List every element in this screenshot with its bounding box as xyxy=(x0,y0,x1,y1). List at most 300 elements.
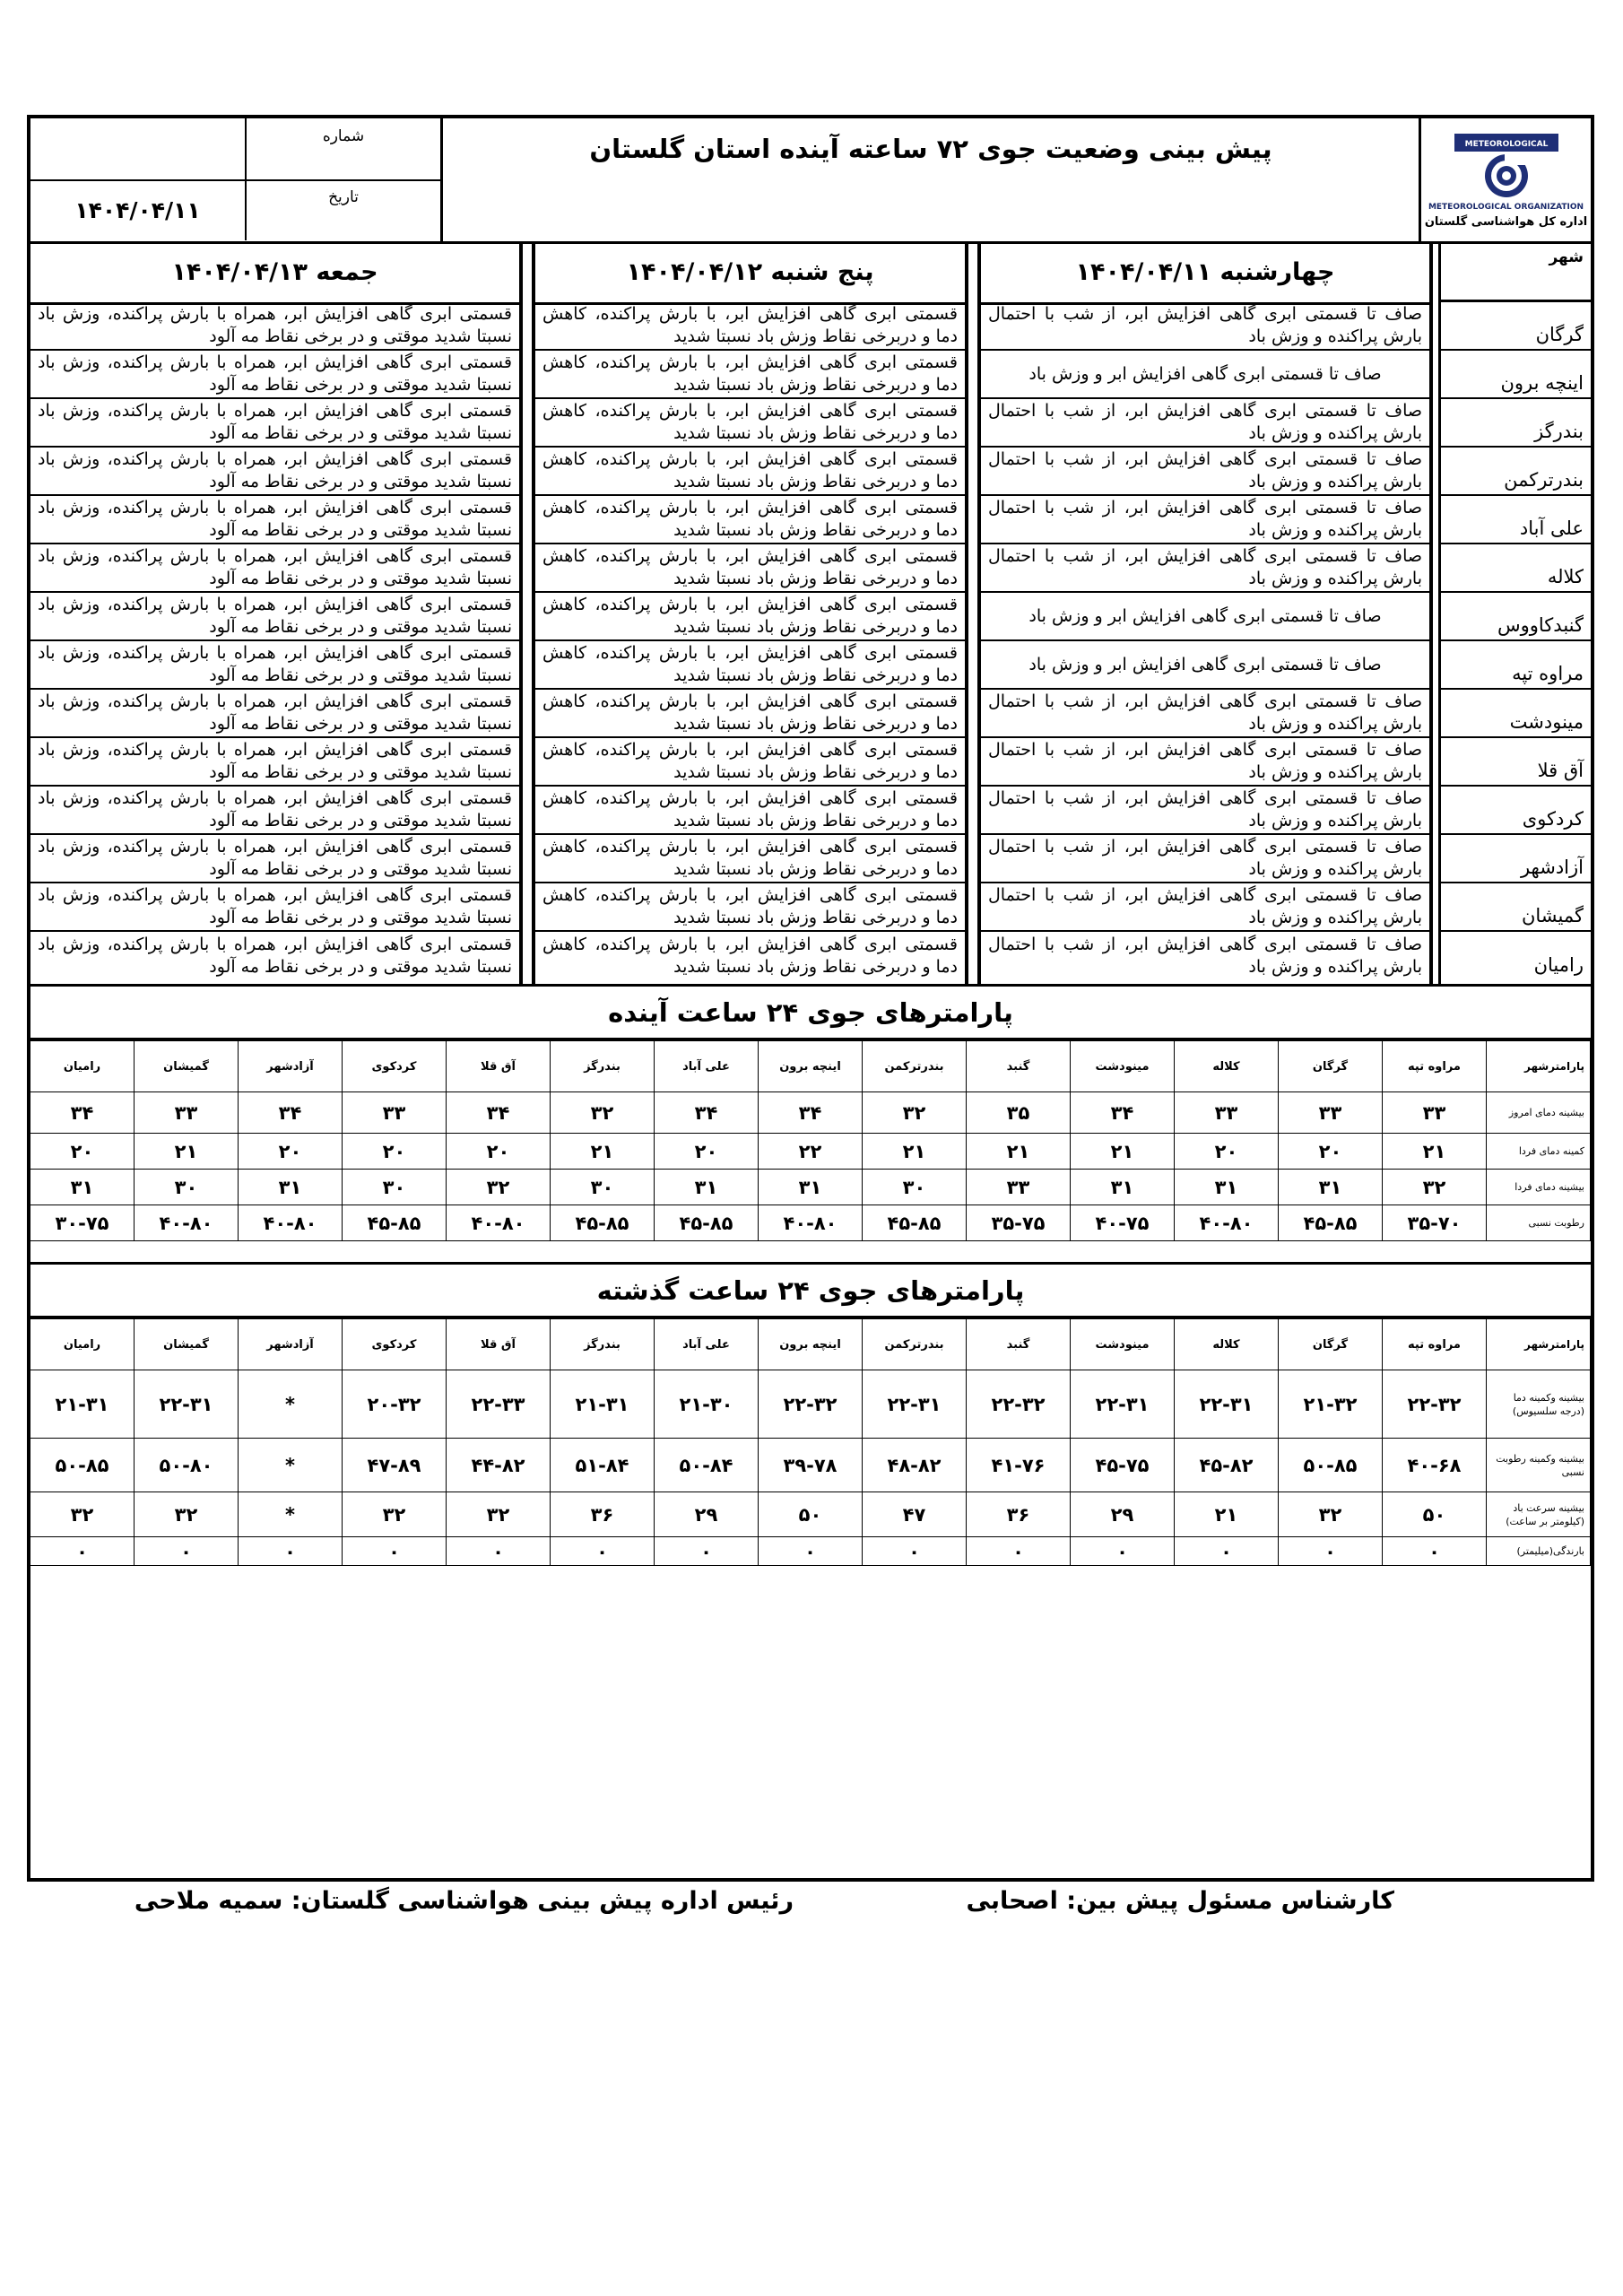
param-label: بیشینه وکمینه رطوبت نسبی xyxy=(1487,1439,1591,1492)
param-value: ۲۱-۳۲ xyxy=(1279,1370,1383,1439)
city-name-text: گمیشان xyxy=(1521,904,1584,926)
city-name-text: رامیان xyxy=(1533,953,1584,976)
param-value: ۴۵-۸۵ xyxy=(655,1205,759,1241)
city-header: علی آباد xyxy=(655,1319,759,1370)
city-name xyxy=(1441,448,1591,496)
param-value: ۰ xyxy=(343,1537,447,1566)
city-name-text: مینودشت xyxy=(1509,710,1584,733)
city-header: گنبد xyxy=(967,1319,1071,1370)
forecast-cell-day1 xyxy=(981,738,1429,787)
forecast-cell-day1-text: صاف تا قسمتی ابری گاهی افزایش ابر، از شب با احتمال بارش پراکنده و وزش باد xyxy=(988,885,1422,927)
city-name-text: مراوه تپه xyxy=(1512,662,1584,684)
city-header: آزادشهر xyxy=(239,1041,343,1092)
forecast-cell-day3-text: قسمتی ابری گاهی افزایش ابر، همراه با بارش پراکنده، وزش باد نسبتا شدید موقتی و در برخی نقاط مه آلود xyxy=(38,788,512,831)
param-value: ۲۱ xyxy=(1383,1134,1487,1170)
table-row xyxy=(30,1537,1591,1566)
city-name xyxy=(1441,787,1591,835)
param-value: ۴۰-۸۰ xyxy=(135,1205,239,1241)
param-value: ۳۱ xyxy=(239,1170,343,1205)
city-header: آق قلا xyxy=(447,1041,551,1092)
param-value: ۳۰ xyxy=(343,1170,447,1205)
day-header-2: پنج شنبه ۱۴۰۴/۰۴/۱۲ xyxy=(535,241,965,305)
forecast-cell-day3-text: قسمتی ابری گاهی افزایش ابر، همراه با بارش پراکنده، وزش باد نسبتا شدید موقتی و در برخی نقاط مه آلود xyxy=(38,546,512,588)
param-value: ۳۳ xyxy=(967,1170,1071,1205)
city-name-text: آق قلا xyxy=(1537,759,1584,781)
param-value: ۳۴ xyxy=(1071,1092,1175,1134)
past24-title: پارامترهای جوی ۲۴ ساعت گذشته xyxy=(30,1262,1591,1318)
param-value: ۲۲-۳۱ xyxy=(1071,1370,1175,1439)
param-label: بیشینه دمای امروز xyxy=(1487,1092,1591,1134)
forecast-cell-day3 xyxy=(30,641,519,690)
city-header: اینچه برون xyxy=(759,1319,863,1370)
forecast-cell-day3 xyxy=(30,399,519,448)
param-value: ۳۳ xyxy=(1175,1092,1279,1134)
param-value: ۰ xyxy=(239,1537,343,1566)
city-name-text: اینچه برون xyxy=(1500,371,1584,394)
param-value: ۲۱-۳۱ xyxy=(551,1370,655,1439)
city-header: کلاله xyxy=(1175,1319,1279,1370)
forecast-cell-day2-text: قسمتی ابری گاهی افزایش ابر، با بارش پراکنده، کاهش دما و دربرخی نقاط وزش باد نسبتا شدید xyxy=(542,885,958,927)
next24-section xyxy=(30,987,1591,1241)
param-label: بیشینه وکمینه دما (درجه سلسیوس) xyxy=(1487,1370,1591,1439)
param-value: ۳۴ xyxy=(30,1092,135,1134)
param-value: ۰ xyxy=(447,1537,551,1566)
param-value: ۵۱-۸۴ xyxy=(551,1439,655,1492)
param-label: رطوبت نسبی xyxy=(1487,1205,1591,1241)
city-name-text: بندرگز xyxy=(1534,420,1584,442)
number-label: شماره xyxy=(245,118,440,179)
forecast-sheet xyxy=(27,115,1594,1882)
forecast-cell-day3 xyxy=(30,883,519,932)
param-value: ۳۱ xyxy=(30,1170,135,1205)
city-header: مراوه تپه xyxy=(1383,1319,1487,1370)
forecast-cell-day3 xyxy=(30,738,519,787)
table-header-row xyxy=(30,1319,1591,1370)
number-date-box xyxy=(30,118,443,241)
param-value: ۴۵-۸۵ xyxy=(551,1205,655,1241)
city-header: آق قلا xyxy=(447,1319,551,1370)
param-value: ۵۰ xyxy=(759,1492,863,1537)
city-column xyxy=(1438,241,1591,984)
forecast-cell-day2-text: قسمتی ابری گاهی افزایش ابر، با بارش پراکنده، کاهش دما و دربرخی نقاط وزش باد نسبتا شدید xyxy=(542,352,958,395)
param-value: ۲۲-۳۳ xyxy=(447,1370,551,1439)
forecast-cell-day3 xyxy=(30,593,519,641)
param-value: ۲۱ xyxy=(863,1134,967,1170)
param-value: ۳۰ xyxy=(135,1170,239,1205)
meteorological-logo-icon xyxy=(1453,131,1560,201)
param-value: ۲۲ xyxy=(759,1134,863,1170)
next24-table xyxy=(30,1040,1591,1241)
param-value: ۲۹ xyxy=(655,1492,759,1537)
param-value: ۲۱ xyxy=(551,1134,655,1170)
param-value: ۴۵-۸۵ xyxy=(343,1205,447,1241)
city-header: بندرترکمن xyxy=(863,1041,967,1092)
param-value: ۲۰-۳۲ xyxy=(343,1370,447,1439)
forecast-cell-day2 xyxy=(535,544,965,593)
city-name xyxy=(1441,544,1591,593)
day-header-3: جمعه ۱۴۰۴/۰۴/۱۳ xyxy=(30,241,519,305)
param-value: ۲۰ xyxy=(655,1134,759,1170)
forecast-cell-day2 xyxy=(535,641,965,690)
forecast-cell-day3 xyxy=(30,351,519,399)
forecast-cell-day1-text: صاف تا قسمتی ابری گاهی افزایش ابر، از شب با احتمال بارش پراکنده و وزش باد xyxy=(988,401,1422,443)
param-value: ۲۲-۳۲ xyxy=(1383,1370,1487,1439)
param-value: ۳۳ xyxy=(1279,1092,1383,1134)
day-column-3 xyxy=(30,241,523,984)
forecast-cell-day3 xyxy=(30,787,519,835)
forecast-cell-day3-text: قسمتی ابری گاهی افزایش ابر، همراه با بارش پراکنده، وزش باد نسبتا شدید موقتی و در برخی نقاط مه آلود xyxy=(38,352,512,395)
forecast-cell-day1-text: صاف تا قسمتی ابری گاهی افزایش ابر، از شب با احتمال بارش پراکنده و وزش باد xyxy=(988,449,1422,491)
param-label: بیشینه سرعت باد (کیلومتر بر ساعت) xyxy=(1487,1492,1591,1537)
forecast-cell-day2-text: قسمتی ابری گاهی افزایش ابر، با بارش پراکنده، کاهش دما و دربرخی نقاط وزش باد نسبتا شدید xyxy=(542,788,958,831)
city-name xyxy=(1441,835,1591,883)
forecast-cell-day3-text: قسمتی ابری گاهی افزایش ابر، همراه با بارش پراکنده، وزش باد نسبتا شدید موقتی و در برخی نقاط مه آلود xyxy=(38,304,512,346)
param-value: ۲۰ xyxy=(447,1134,551,1170)
param-value: ۳۹-۷۸ xyxy=(759,1439,863,1492)
param-value: ۰ xyxy=(1279,1537,1383,1566)
forecast-cell-day1-text: صاف تا قسمتی ابری گاهی افزایش ابر و وزش باد xyxy=(1028,654,1382,674)
city-header: کردکوی xyxy=(343,1041,447,1092)
param-label: کمینه دمای فردا xyxy=(1487,1134,1591,1170)
forecast-cell-day1-text: صاف تا قسمتی ابری گاهی افزایش ابر، از شب با احتمال بارش پراکنده و وزش باد xyxy=(988,837,1422,879)
forecast-cell-day1 xyxy=(981,399,1429,448)
param-value: ۴۰-۸۰ xyxy=(759,1205,863,1241)
param-value: ۳۴ xyxy=(655,1092,759,1134)
city-name xyxy=(1441,641,1591,690)
param-value: ۳۲ xyxy=(447,1492,551,1537)
param-value: ۳۴ xyxy=(759,1092,863,1134)
forecast-cell-day2-text: قسمتی ابری گاهی افزایش ابر، با بارش پراکنده، کاهش دما و دربرخی نقاط وزش باد نسبتا شدید xyxy=(542,401,958,443)
forecast-cell-day1-text: صاف تا قسمتی ابری گاهی افزایش ابر و وزش باد xyxy=(1028,363,1382,384)
param-value: ۰ xyxy=(759,1537,863,1566)
forecast-cell-day1-text: صاف تا قسمتی ابری گاهی افزایش ابر، از شب با احتمال بارش پراکنده و وزش باد xyxy=(988,691,1422,734)
param-value: ۰ xyxy=(135,1537,239,1566)
city-header: رامیان xyxy=(30,1041,135,1092)
param-value: ۳۲ xyxy=(1383,1170,1487,1205)
param-value: ۲۲-۳۱ xyxy=(863,1370,967,1439)
forecast-cell-day1-text: صاف تا قسمتی ابری گاهی افزایش ابر، از شب با احتمال بارش پراکنده و وزش باد xyxy=(988,740,1422,782)
param-value: * xyxy=(239,1439,343,1492)
param-value: ۴۵-۷۵ xyxy=(1071,1439,1175,1492)
param-value: ۲۱ xyxy=(967,1134,1071,1170)
table-row xyxy=(30,1370,1591,1439)
param-value: ۴۱-۷۶ xyxy=(967,1439,1071,1492)
param-value: ۴۵-۸۵ xyxy=(1279,1205,1383,1241)
forecast-cell-day1-text: صاف تا قسمتی ابری گاهی افزایش ابر، از شب با احتمال بارش پراکنده و وزش باد xyxy=(988,788,1422,831)
city-header: گرگان xyxy=(1279,1041,1383,1092)
forecast-cell-day2-text: قسمتی ابری گاهی افزایش ابر، با بارش پراکنده، کاهش دما و دربرخی نقاط وزش باد نسبتا شدید xyxy=(542,304,958,346)
city-name-text: کردکوی xyxy=(1522,807,1584,830)
param-value: ۳۴ xyxy=(447,1092,551,1134)
param-value: ۵۰-۸۵ xyxy=(30,1439,135,1492)
forecast-cell-day2 xyxy=(535,787,965,835)
forecast-cell-day2 xyxy=(535,835,965,883)
param-value: ۲۰ xyxy=(1175,1134,1279,1170)
forecast-cell-day3-text: قسمتی ابری گاهی افزایش ابر، همراه با بارش پراکنده، وزش باد نسبتا شدید موقتی و در برخی نقاط مه آلود xyxy=(38,740,512,782)
city-header: علی آباد xyxy=(655,1041,759,1092)
city-name xyxy=(1441,932,1591,980)
param-value: ۰ xyxy=(1071,1537,1175,1566)
param-value: ۳۵-۷۵ xyxy=(967,1205,1071,1241)
param-value: ۵۰-۸۴ xyxy=(655,1439,759,1492)
city-name-text: گرگان xyxy=(1535,323,1584,345)
city-name-text: بندرترکمن xyxy=(1504,468,1584,491)
param-value: ۲۲-۳۲ xyxy=(759,1370,863,1439)
city-name xyxy=(1441,593,1591,641)
city-name xyxy=(1441,351,1591,399)
param-value: ۳۲ xyxy=(551,1092,655,1134)
forecast-cell-day2 xyxy=(535,448,965,496)
date-label: تاریخ xyxy=(245,179,440,240)
forecast-cell-day3-text: قسمتی ابری گاهی افزایش ابر، همراه با بارش پراکنده، وزش باد نسبتا شدید موقتی و در برخی نقاط مه آلود xyxy=(38,885,512,927)
param-value: ۳۶ xyxy=(967,1492,1071,1537)
past24-section xyxy=(30,1262,1591,1566)
param-value: ۴۰-۸۰ xyxy=(1175,1205,1279,1241)
param-value: ۳۲ xyxy=(30,1492,135,1537)
forecast-cell-day2-text: قسمتی ابری گاهی افزایش ابر، با بارش پراکنده، کاهش دما و دربرخی نقاط وزش باد نسبتا شدید xyxy=(542,498,958,540)
org-logo xyxy=(1419,118,1591,241)
forecast-cell-day3 xyxy=(30,932,519,980)
param-value: ۳۳ xyxy=(135,1092,239,1134)
param-value: ۰ xyxy=(551,1537,655,1566)
forecast-cell-day2-text: قسمتی ابری گاهی افزایش ابر، با بارش پراکنده، کاهش دما و دربرخی نقاط وزش باد نسبتا شدید xyxy=(542,546,958,588)
param-value: ۰ xyxy=(863,1537,967,1566)
param-value: ۰ xyxy=(30,1537,135,1566)
param-value: ۲۲-۳۱ xyxy=(1175,1370,1279,1439)
city-header: بندرگز xyxy=(551,1041,655,1092)
city-header: گمیشان xyxy=(135,1041,239,1092)
param-value: ۳۲ xyxy=(863,1092,967,1134)
number-value xyxy=(30,118,245,179)
table-row xyxy=(30,1439,1591,1492)
svg-text:METEOROLOGICAL: METEOROLOGICAL xyxy=(1464,140,1548,149)
forecast-cell-day1 xyxy=(981,835,1429,883)
forecast-cell-day2 xyxy=(535,496,965,544)
forecast-cell-day3 xyxy=(30,835,519,883)
param-value: ۲۰ xyxy=(30,1134,135,1170)
param-value: ۴۰-۸۰ xyxy=(447,1205,551,1241)
forecast-cell-day2-text: قسمتی ابری گاهی افزایش ابر، با بارش پراکنده، کاهش دما و دربرخی نقاط وزش باد نسبتا شدید xyxy=(542,643,958,685)
param-value: ۲۲-۳۲ xyxy=(967,1370,1071,1439)
forecast-cell-day1-text: صاف تا قسمتی ابری گاهی افزایش ابر، از شب با احتمال بارش پراکنده و وزش باد xyxy=(988,935,1422,977)
forecast-cell-day1-text: صاف تا قسمتی ابری گاهی افزایش ابر، از شب با احتمال بارش پراکنده و وزش باد xyxy=(988,304,1422,346)
forecast-cell-day1 xyxy=(981,690,1429,738)
city-header: اینچه برون xyxy=(759,1041,863,1092)
param-value: ۲۱ xyxy=(135,1134,239,1170)
city-name-text: گنبدکاووس xyxy=(1497,613,1584,636)
city-header: مینودشت xyxy=(1071,1319,1175,1370)
forecast-cell-day3 xyxy=(30,544,519,593)
signature-footer xyxy=(0,1887,1623,1932)
param-value: ۳۱ xyxy=(1175,1170,1279,1205)
day-column-2 xyxy=(532,241,968,984)
param-value: ۴۷ xyxy=(863,1492,967,1537)
city-header: گرگان xyxy=(1279,1319,1383,1370)
forecast-cell-day2-text: قسمتی ابری گاهی افزایش ابر، با بارش پراکنده، کاهش دما و دربرخی نقاط وزش باد نسبتا شدید xyxy=(542,449,958,491)
param-value: ۳۱ xyxy=(655,1170,759,1205)
table-row xyxy=(30,1205,1591,1241)
param-value: ۳۳ xyxy=(343,1092,447,1134)
param-value: ۰ xyxy=(1175,1537,1279,1566)
forecast-cell-day2 xyxy=(535,351,965,399)
param-value: ۳۵ xyxy=(967,1092,1071,1134)
date-row xyxy=(30,179,440,240)
param-value: ۴۴-۸۲ xyxy=(447,1439,551,1492)
forecast-cell-day1 xyxy=(981,496,1429,544)
forecast-cell-day1-text: صاف تا قسمتی ابری گاهی افزایش ابر، از شب با احتمال بارش پراکنده و وزش باد xyxy=(988,498,1422,540)
forecast-cell-day3 xyxy=(30,448,519,496)
param-value: ۴۰-۸۰ xyxy=(239,1205,343,1241)
param-value: ۳۰-۷۵ xyxy=(30,1205,135,1241)
city-name xyxy=(1441,302,1591,351)
table-row xyxy=(30,1492,1591,1537)
table-row xyxy=(30,1170,1591,1205)
param-value: ۳۱ xyxy=(1279,1170,1383,1205)
forecast-cell-day3-text: قسمتی ابری گاهی افزایش ابر، همراه با بارش پراکنده، وزش باد نسبتا شدید موقتی و در برخی نقاط مه آلود xyxy=(38,837,512,879)
city-header: مراوه تپه xyxy=(1383,1041,1487,1092)
forecast-cell-day3-text: قسمتی ابری گاهی افزایش ابر، همراه با بارش پراکنده، وزش باد نسبتا شدید موقتی و در برخی نقاط مه آلود xyxy=(38,595,512,637)
city-name xyxy=(1441,690,1591,738)
forecast-cell-day2-text: قسمتی ابری گاهی افزایش ابر، با بارش پراکنده، کاهش دما و دربرخی نقاط وزش باد نسبتا شدید xyxy=(542,837,958,879)
page-title-area xyxy=(443,118,1419,241)
param-value: ۴۰-۷۵ xyxy=(1071,1205,1175,1241)
city-header: کردکوی xyxy=(343,1319,447,1370)
param-value: ۲۹ xyxy=(1071,1492,1175,1537)
forecast-cell-day2-text: قسمتی ابری گاهی افزایش ابر، با بارش پراکنده، کاهش دما و دربرخی نقاط وزش باد نسبتا شدید xyxy=(542,935,958,977)
forecast-cell-day1 xyxy=(981,932,1429,980)
param-value: ۲۰ xyxy=(239,1134,343,1170)
param-value: ۰ xyxy=(1383,1537,1487,1566)
forecast-cell-day1-text: صاف تا قسمتی ابری گاهی افزایش ابر و وزش باد xyxy=(1028,605,1382,626)
forecast-cell-day3-text: قسمتی ابری گاهی افزایش ابر، همراه با بارش پراکنده، وزش باد نسبتا شدید موقتی و در برخی نقاط مه آلود xyxy=(38,935,512,977)
param-value: ۳۲ xyxy=(1279,1492,1383,1537)
param-value: ۴۰-۶۸ xyxy=(1383,1439,1487,1492)
forecast-cell-day1 xyxy=(981,351,1429,399)
corner-label: پارامترشهر xyxy=(1487,1041,1591,1092)
sheet-header xyxy=(30,118,1591,244)
past24-table xyxy=(30,1318,1591,1566)
param-value: ۴۸-۸۲ xyxy=(863,1439,967,1492)
param-label: بیشینه دمای فردا xyxy=(1487,1170,1591,1205)
forecast-cell-day1-text: صاف تا قسمتی ابری گاهی افزایش ابر، از شب با احتمال بارش پراکنده و وزش باد xyxy=(988,546,1422,588)
forecast-cell-day1 xyxy=(981,302,1429,351)
forecast-cell-day3-text: قسمتی ابری گاهی افزایش ابر، همراه با بارش پراکنده، وزش باد نسبتا شدید موقتی و در برخی نقاط مه آلود xyxy=(38,498,512,540)
forecast-cell-day1 xyxy=(981,544,1429,593)
head-signature: رئیس اداره پیش بینی هواشناسی گلستان: سمیه ملاحی xyxy=(134,1887,794,1915)
param-value: ۴۵-۸۵ xyxy=(863,1205,967,1241)
param-value: ۲۰ xyxy=(343,1134,447,1170)
table-header-row xyxy=(30,1041,1591,1092)
date-value: ۱۴۰۴/۰۴/۱۱ xyxy=(74,196,201,223)
city-name xyxy=(1441,399,1591,448)
table-row xyxy=(30,1092,1591,1134)
forecast-cell-day2 xyxy=(535,593,965,641)
forecast-cell-day3-text: قسمتی ابری گاهی افزایش ابر، همراه با بارش پراکنده، وزش باد نسبتا شدید موقتی و در برخی نقاط مه آلود xyxy=(38,691,512,734)
city-header: کلاله xyxy=(1175,1041,1279,1092)
forecast-cell-day3-text: قسمتی ابری گاهی افزایش ابر، همراه با بارش پراکنده، وزش باد نسبتا شدید موقتی و در برخی نقاط مه آلود xyxy=(38,401,512,443)
city-header: بندرترکمن xyxy=(863,1319,967,1370)
city-header: گمیشان xyxy=(135,1319,239,1370)
forecast-cell-day3 xyxy=(30,690,519,738)
forecast-cell-day2 xyxy=(535,690,965,738)
logo-text: METEOROLOGICAL ORGANIZATION xyxy=(1428,203,1584,212)
forecast-cell-day2 xyxy=(535,399,965,448)
param-label: بارندگی(میلیمتر) xyxy=(1487,1537,1591,1566)
param-value: ۴۷-۸۹ xyxy=(343,1439,447,1492)
city-header: آزادشهر xyxy=(239,1319,343,1370)
forecast-cell-day2-text: قسمتی ابری گاهی افزایش ابر، با بارش پراکنده، کاهش دما و دربرخی نقاط وزش باد نسبتا شدید xyxy=(542,595,958,637)
param-value: ۵۰-۸۰ xyxy=(135,1439,239,1492)
forecast-cell-day2 xyxy=(535,302,965,351)
day-column-1 xyxy=(977,241,1433,984)
city-header: گنبد xyxy=(967,1041,1071,1092)
city-name-text: آزادشهر xyxy=(1520,856,1584,878)
city-name xyxy=(1441,738,1591,787)
param-value: * xyxy=(239,1492,343,1537)
org-name: اداره کل هواشناسی گلستان xyxy=(1424,215,1588,229)
forecast-grid xyxy=(30,241,1591,987)
expert-signature: کارشناس مسئول پیش بین: اصحابی xyxy=(966,1887,1394,1915)
param-value: ۲۱-۳۱ xyxy=(30,1370,135,1439)
forecast-cell-day2-text: قسمتی ابری گاهی افزایش ابر، با بارش پراکنده، کاهش دما و دربرخی نقاط وزش باد نسبتا شدید xyxy=(542,691,958,734)
param-value: ۳۲ xyxy=(135,1492,239,1537)
forecast-cell-day3-text: قسمتی ابری گاهی افزایش ابر، همراه با بارش پراکنده، وزش باد نسبتا شدید موقتی و در برخی نقاط مه آلود xyxy=(38,449,512,491)
city-header: رامیان xyxy=(30,1319,135,1370)
city-name xyxy=(1441,883,1591,932)
param-value: ۳۲ xyxy=(447,1170,551,1205)
corner-label: پارامترشهر xyxy=(1487,1319,1591,1370)
forecast-cell-day2 xyxy=(535,932,965,980)
forecast-cell-day1 xyxy=(981,883,1429,932)
param-value: ۳۱ xyxy=(1071,1170,1175,1205)
param-value: ۳۵-۷۰ xyxy=(1383,1205,1487,1241)
param-value: ۲۱-۳۰ xyxy=(655,1370,759,1439)
param-value: ۵۰-۸۵ xyxy=(1279,1439,1383,1492)
param-value: ۳۲ xyxy=(343,1492,447,1537)
city-header: بندرگز xyxy=(551,1319,655,1370)
param-value: ۳۰ xyxy=(551,1170,655,1205)
param-value: * xyxy=(239,1370,343,1439)
city-name-text: کلاله xyxy=(1547,565,1584,587)
page-title: پیش بینی وضعیت جوی ۷۲ ساعته آینده استان گلستان xyxy=(589,134,1272,164)
city-header: مینودشت xyxy=(1071,1041,1175,1092)
forecast-cell-day3-text: قسمتی ابری گاهی افزایش ابر، همراه با بارش پراکنده، وزش باد نسبتا شدید موقتی و در برخی نقاط مه آلود xyxy=(38,643,512,685)
city-name-text: علی آباد xyxy=(1519,517,1584,539)
city-column-caption: شهر xyxy=(1441,241,1591,302)
forecast-cell-day3 xyxy=(30,302,519,351)
param-value: ۰ xyxy=(967,1537,1071,1566)
city-name xyxy=(1441,496,1591,544)
forecast-cell-day1 xyxy=(981,641,1429,690)
param-value: ۳۱ xyxy=(759,1170,863,1205)
forecast-cell-day2 xyxy=(535,738,965,787)
param-value: ۲۲-۳۱ xyxy=(135,1370,239,1439)
next24-title: پارامترهای جوی ۲۴ ساعت آینده xyxy=(30,987,1591,1040)
param-value: ۰ xyxy=(655,1537,759,1566)
forecast-cell-day2-text: قسمتی ابری گاهی افزایش ابر، با بارش پراکنده، کاهش دما و دربرخی نقاط وزش باد نسبتا شدید xyxy=(542,740,958,782)
number-row xyxy=(30,118,440,181)
table-row xyxy=(30,1134,1591,1170)
param-value: ۴۵-۸۲ xyxy=(1175,1439,1279,1492)
forecast-cell-day1 xyxy=(981,787,1429,835)
param-value: ۵۰ xyxy=(1383,1492,1487,1537)
param-value: ۲۱ xyxy=(1071,1134,1175,1170)
forecast-cell-day1 xyxy=(981,448,1429,496)
day-header-1: چهارشنبه ۱۴۰۴/۰۴/۱۱ xyxy=(981,241,1429,305)
param-value: ۲۰ xyxy=(1279,1134,1383,1170)
param-value: ۳۰ xyxy=(863,1170,967,1205)
forecast-cell-day1 xyxy=(981,593,1429,641)
